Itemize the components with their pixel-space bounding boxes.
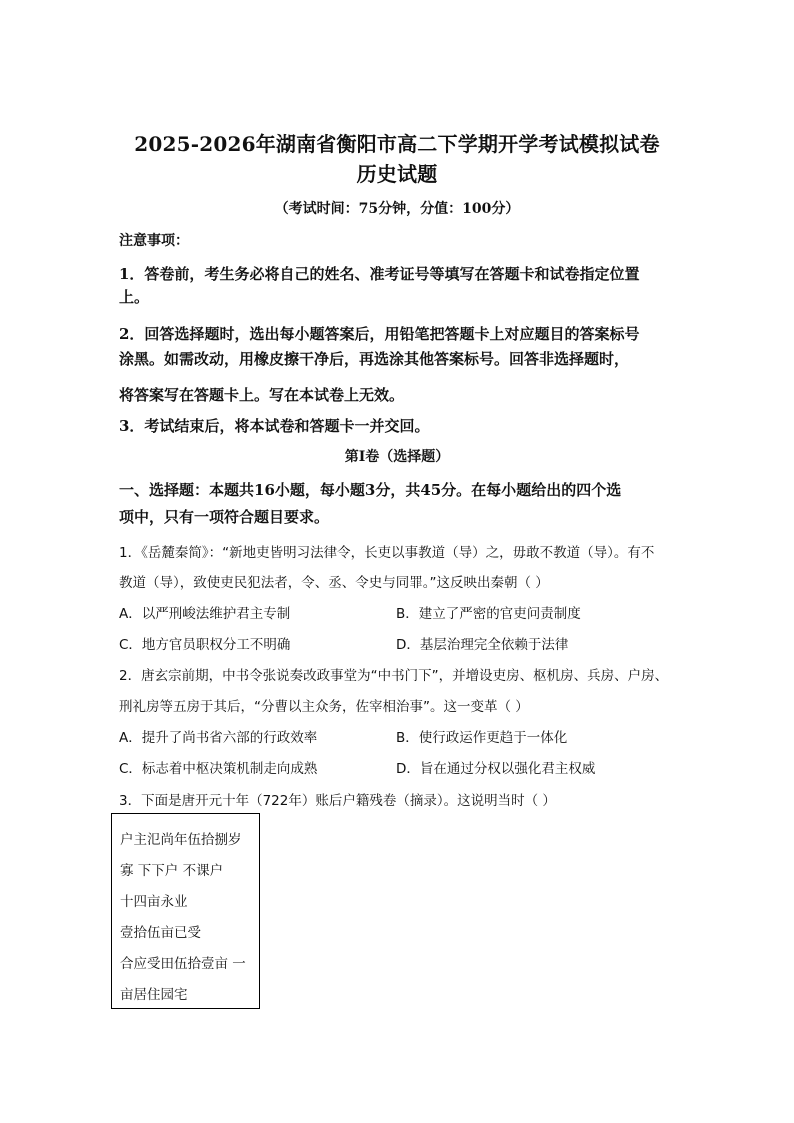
question-1-line-2: 教道（导），致使吏民犯法者，令、丞、令史与同罪。”这反映出秦朝（ ） bbox=[119, 575, 549, 591]
register-line: 合应受田伍拾壹亩 一 bbox=[120, 956, 246, 972]
notice-heading: 注意事项： bbox=[119, 233, 189, 249]
exam-info: （考试时间：75分钟，分值：100分） bbox=[274, 201, 520, 217]
notice-item-1-line-1: 1．答卷前，考生务必将自己的姓名、准考证号等填写在答题卡和试卷指定位置 bbox=[119, 265, 640, 283]
register-line: 亩居住园宅 bbox=[120, 987, 188, 1003]
question-2-line-1: 2．唐玄宗前期，中书令张说奏改政事堂为“中书门下”，并增设吏房、枢机房、兵房、户房、 bbox=[119, 668, 669, 684]
question-1-option-b: B．建立了严密的官吏问责制度 bbox=[396, 606, 581, 622]
notice-item-2-line-3: 将答案写在答题卡上。写在本试卷上无效。 bbox=[119, 386, 405, 404]
register-line: 寡 下下户 不课户 bbox=[120, 863, 224, 879]
section-title: 第Ⅰ卷（选择题） bbox=[344, 449, 450, 465]
exam-title: 2025-2026年湖南省衡阳市高二下学期开学考试模拟试卷 bbox=[134, 132, 660, 156]
register-line: 十四亩永业 bbox=[120, 894, 188, 910]
question-1-line-1: 1．《岳麓秦简》：“新地吏皆明习法律令，长吏以事教道（导）之，毋敢不教道（导）。有不 bbox=[119, 545, 655, 561]
notice-item-2-line-2: 涂黑。如需改动，用橡皮擦干净后，再选涂其他答案标号。回答非选择题时， bbox=[119, 350, 630, 368]
subject-title: 历史试题 bbox=[356, 162, 438, 186]
notice-item-3: 3．考试结束后，将本试卷和答题卡一并交回。 bbox=[119, 417, 430, 435]
register-line: 壹拾伍亩已受 bbox=[120, 925, 201, 941]
notice-item-2-line-1: 2．回答选择题时，选出每小题答案后，用铅笔把答题卡上对应题目的答案标号 bbox=[119, 325, 640, 343]
question-2-line-2: 刑礼房等五房于其后，“分曹以主众务，佐宰相治事”。这一变革（ ） bbox=[119, 699, 529, 715]
question-1-option-a: A．以严刑峻法维护君主专制 bbox=[119, 606, 291, 622]
household-register-table bbox=[111, 813, 260, 1009]
section-intro-line-2: 项中，只有一项符合题目要求。 bbox=[119, 508, 330, 526]
question-2-option-c: C．标志着中枢决策机制走向成熟 bbox=[119, 761, 318, 777]
question-1-option-d: D．基层治理完全依赖于法律 bbox=[396, 637, 569, 653]
question-2-option-a: A．提升了尚书省六部的行政效率 bbox=[119, 730, 318, 746]
register-line: 户主氾尚年伍拾捌岁 bbox=[120, 832, 242, 848]
question-3-line-1: 3．下面是唐开元十年（722年）账后户籍残卷（摘录）。这说明当时（ ） bbox=[119, 793, 556, 809]
section-intro-line-1: 一、选择题：本题共16小题，每小题3分，共45分。在每小题给出的四个选 bbox=[119, 481, 622, 499]
question-2-option-b: B．使行政运作更趋于一体化 bbox=[396, 730, 568, 746]
notice-item-1-line-2: 上。 bbox=[119, 288, 150, 306]
question-2-option-d: D．旨在通过分权以强化君主权威 bbox=[396, 761, 596, 777]
question-1-option-c: C．地方官员职权分工不明确 bbox=[119, 637, 291, 653]
